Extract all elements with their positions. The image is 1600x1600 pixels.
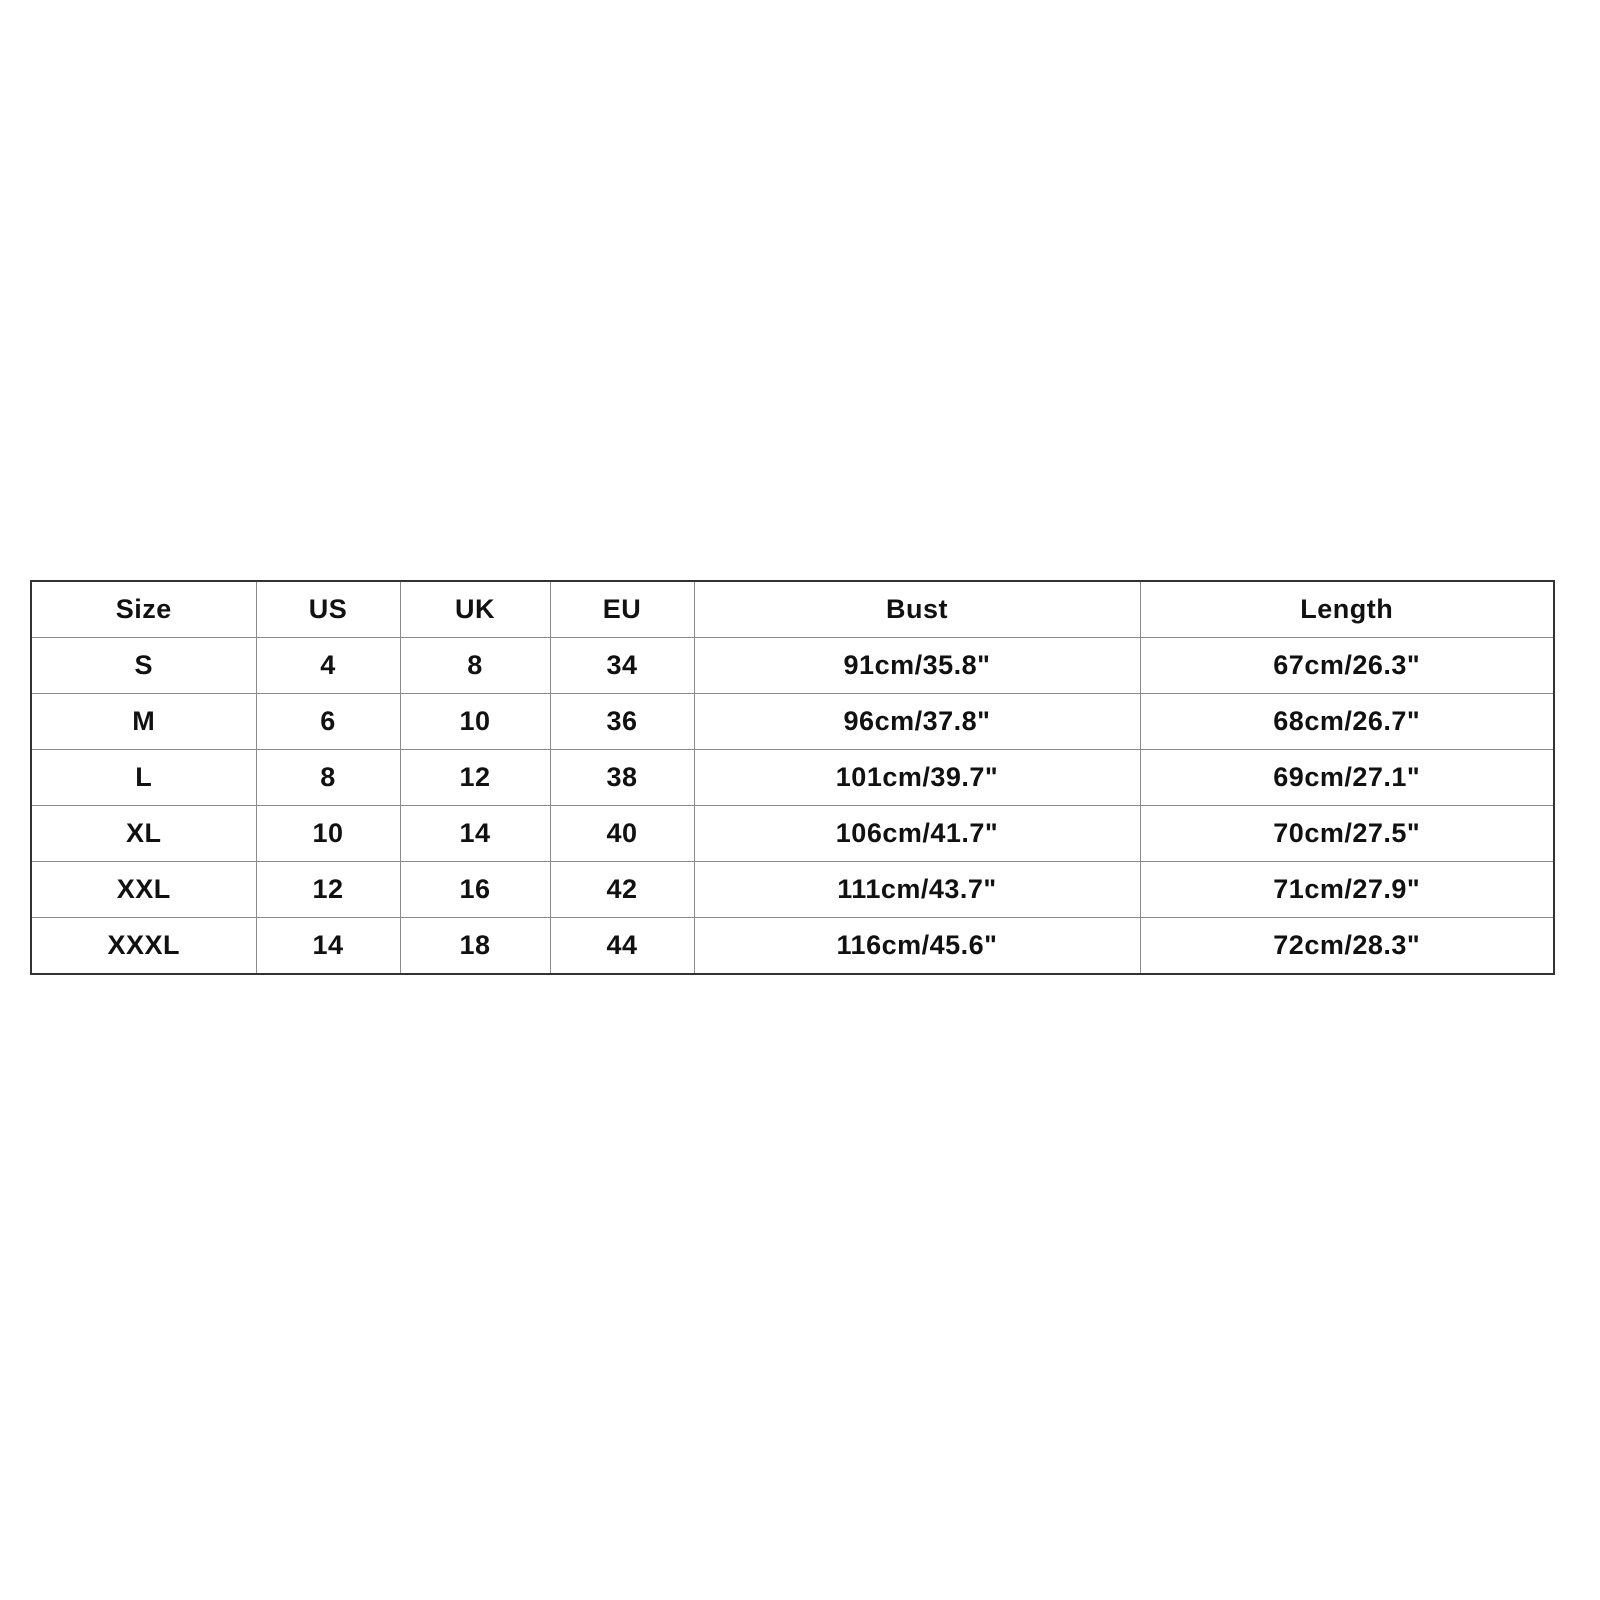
bust-cell: 116cm/45.6": [694, 918, 1140, 975]
size-cell: XL: [31, 806, 256, 862]
uk-cell: 18: [400, 918, 550, 975]
eu-cell: 42: [550, 862, 694, 918]
size-chart-table: [30, 580, 1555, 975]
size-cell: XXXL: [31, 918, 256, 975]
length-cell: 72cm/28.3": [1140, 918, 1554, 975]
length-cell: 71cm/27.9": [1140, 862, 1554, 918]
column-header-size: Size: [31, 581, 256, 638]
eu-cell: 40: [550, 806, 694, 862]
us-cell: 14: [256, 918, 400, 975]
length-cell: 68cm/26.7": [1140, 694, 1554, 750]
eu-cell: 44: [550, 918, 694, 975]
eu-cell: 38: [550, 750, 694, 806]
column-header-length: Length: [1140, 581, 1554, 638]
column-header-uk: UK: [400, 581, 550, 638]
column-header-eu: EU: [550, 581, 694, 638]
column-header-us: US: [256, 581, 400, 638]
length-cell: 67cm/26.3": [1140, 638, 1554, 694]
table-row: [31, 694, 1554, 750]
bust-cell: 111cm/43.7": [694, 862, 1140, 918]
bust-cell: 106cm/41.7": [694, 806, 1140, 862]
us-cell: 8: [256, 750, 400, 806]
size-cell: M: [31, 694, 256, 750]
size-cell: L: [31, 750, 256, 806]
eu-cell: 34: [550, 638, 694, 694]
table-row: [31, 638, 1554, 694]
uk-cell: 14: [400, 806, 550, 862]
table-row: [31, 862, 1554, 918]
table-row: [31, 806, 1554, 862]
table-row: [31, 750, 1554, 806]
us-cell: 12: [256, 862, 400, 918]
eu-cell: 36: [550, 694, 694, 750]
uk-cell: 10: [400, 694, 550, 750]
size-cell: S: [31, 638, 256, 694]
bust-cell: 91cm/35.8": [694, 638, 1140, 694]
uk-cell: 16: [400, 862, 550, 918]
size-cell: XXL: [31, 862, 256, 918]
uk-cell: 8: [400, 638, 550, 694]
us-cell: 4: [256, 638, 400, 694]
bust-cell: 96cm/37.8": [694, 694, 1140, 750]
uk-cell: 12: [400, 750, 550, 806]
us-cell: 10: [256, 806, 400, 862]
bust-cell: 101cm/39.7": [694, 750, 1140, 806]
table-row: [31, 918, 1554, 975]
length-cell: 69cm/27.1": [1140, 750, 1554, 806]
length-cell: 70cm/27.5": [1140, 806, 1554, 862]
table-header-row: [31, 581, 1554, 638]
column-header-bust: Bust: [694, 581, 1140, 638]
us-cell: 6: [256, 694, 400, 750]
